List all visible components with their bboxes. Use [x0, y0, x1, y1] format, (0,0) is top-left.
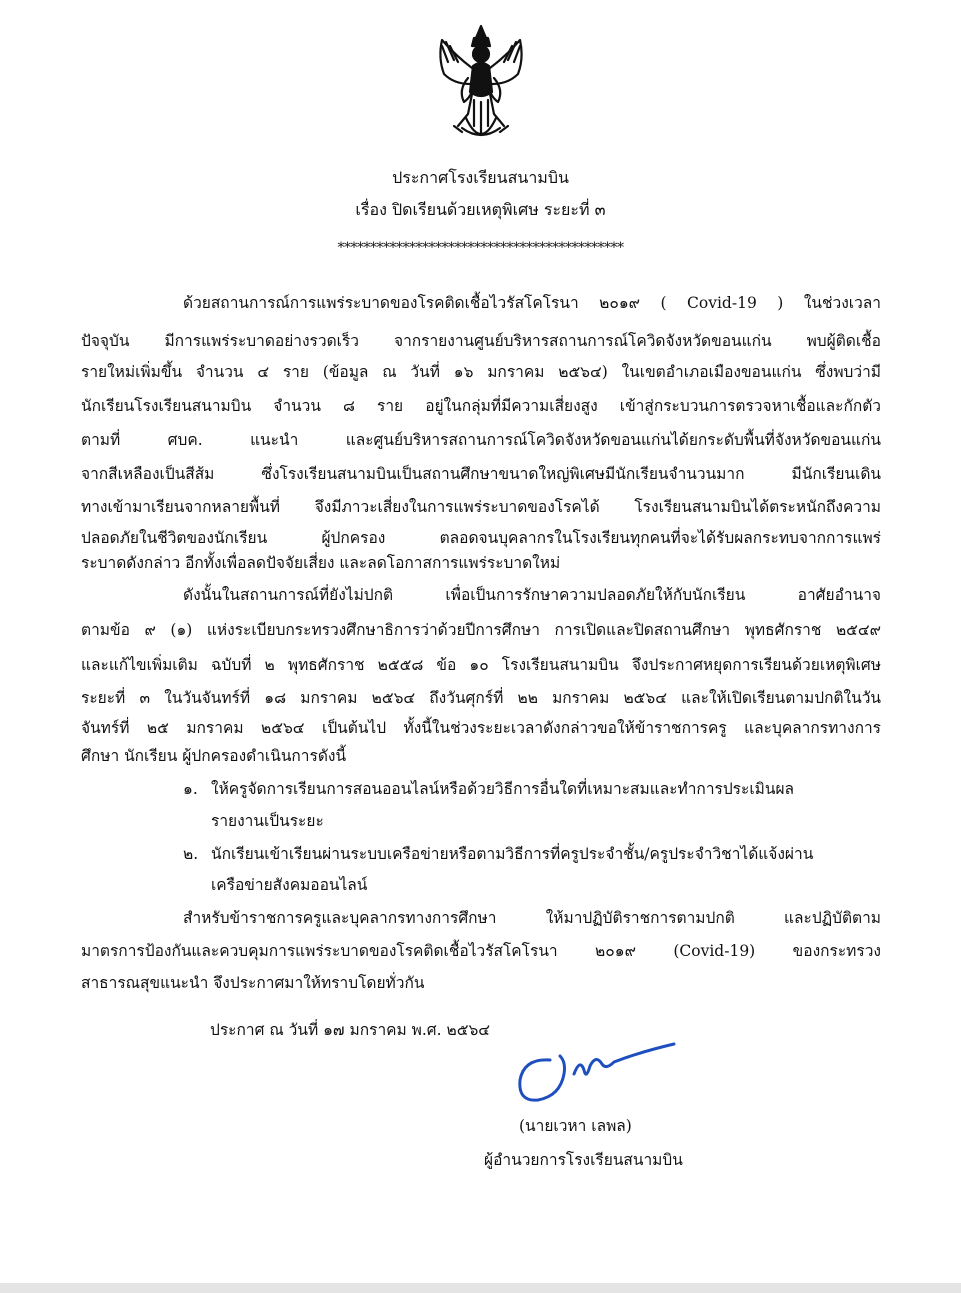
garuda-emblem-icon — [428, 22, 534, 150]
paragraph-1-line: ระบาดดังกล่าว อีกทั้งเพื่อลดปัจจัยเสี่ยง และลดโอกาสการแพร่ระบาดใหม่ — [81, 554, 561, 572]
paragraph-3-line: สำหรับข้าราชการครูและบุคลากรทางการศึกษา ให้มาปฏิบัติราชการตามปกติ และปฏิบัติตาม — [183, 909, 881, 927]
signer-name: (นายเวหา เลพล) — [519, 1117, 632, 1135]
list-item-line: นักเรียนเข้าเรียนผ่านระบบเครือข่ายหรือตามวิธีการที่ครูประจำชั้น/ครูประจำวิชาได้แจ้งผ่าน — [211, 845, 814, 863]
paragraph-3-line: สาธารณสุขแนะนำ จึงประกาศมาให้ทราบโดยทั่วกัน — [81, 974, 425, 992]
paragraph-2-line: ศึกษา นักเรียน ผู้ปกครองดำเนินการดังนี้ — [81, 747, 347, 765]
paragraph-1-line: จากสีเหลืองเป็นสีส้ม ซึ่งโรงเรียนสนามบินเป็นสถานศึกษาขนาดใหญ่พิเศษมีนักเรียนจำนวนมาก มีนักเรียนเดิน — [81, 465, 881, 483]
paragraph-1-line: ปัจจุบัน มีการแพร่ระบาดอย่างรวดเร็ว จากรายงานศูนย์บริหารสถานการณ์โควิดจังหวัดขอนแก่น พบผู้ติดเชื้อ — [81, 332, 881, 350]
signer-title: ผู้อำนวยการโรงเรียนสนามบิน — [484, 1151, 683, 1169]
paragraph-3-line: มาตรการป้องกันและควบคุมการแพร่ระบาดของโรคติดเชื้อไวรัสโคโรนา ๒๐๑๙ (Covid-19) ของกระทรวง — [81, 942, 881, 960]
paragraph-2-line: ดังนั้นในสถานการณ์ที่ยังไม่ปกติ เพื่อเป็นการรักษาความปลอดภัยให้กับนักเรียน อาศัยอำนาจ — [183, 586, 881, 604]
announcement-date: ประกาศ ณ วันที่ ๑๗ มกราคม พ.ศ. ๒๕๖๔ — [210, 1021, 491, 1039]
paragraph-2-line: และแก้ไขเพิ่มเติม ฉบับที่ ๒ พุทธศักราช ๒๕๕๘ ข้อ ๑๐ โรงเรียนสนามบิน จึงประกาศหยุดการเรียนด้วยเหตุพิเศษ — [81, 656, 881, 674]
paragraph-1-line: นักเรียนโรงเรียนสนามบิน จำนวน ๘ ราย อยู่ในกลุ่มที่มีความเสี่ยงสูง เข้าสู่กระบวนการตรวจหาเชื้อและกักตัว — [81, 397, 881, 415]
paragraph-1-line: รายใหม่เพิ่มขึ้น จำนวน ๔ ราย (ข้อมูล ณ วันที่ ๑๖ มกราคม ๒๕๖๔) ในเขตอำเภอเมืองขอนแก่น ซึ่งพบว่ามี — [81, 363, 881, 381]
paragraph-1-line: ด้วยสถานการณ์การแพร่ระบาดของโรคติดเชื้อไวรัสโคโรนา ๒๐๑๙ ( Covid-19 ) ในช่วงเวลา — [183, 294, 881, 312]
page-bottom-edge — [0, 1283, 961, 1293]
paragraph-1-line: ทางเข้ามาเรียนจากหลายพื้นที่ จึงมีภาวะเสี่ยงในการแพร่ระบาดของโรคได้ โรงเรียนสนามบินได้ตระหนักถึงความ — [81, 498, 881, 516]
list-item-number: ๑. — [183, 780, 198, 798]
announcement-title: ประกาศโรงเรียนสนามบิน — [392, 168, 569, 187]
paragraph-2-line: ระยะที่ ๓ ในวันจันทร์ที่ ๑๘ มกราคม ๒๕๖๔ ถึงวันศุกร์ที่ ๒๒ มกราคม ๒๕๖๔ และให้เปิดเรียนตามปกติในวัน — [81, 689, 881, 707]
separator-line: ******************************************** — [337, 240, 624, 256]
signature-icon — [510, 1040, 690, 1110]
list-item-number: ๒. — [183, 845, 199, 863]
paragraph-2-line: ตามข้อ ๙ (๑) แห่งระเบียบกระทรวงศึกษาธิการว่าด้วยปีการศึกษา การเปิดและปิดสถานศึกษา พุทธศักราช ๒๕๔๙ — [81, 621, 881, 639]
list-item-line: เครือข่ายสังคมออนไลน์ — [211, 876, 368, 894]
announcement-subject: เรื่อง ปิดเรียนด้วยเหตุพิเศษ ระยะที่ ๓ — [355, 200, 606, 219]
list-item-line: รายงานเป็นระยะ — [211, 812, 324, 830]
paragraph-1-line: ปลอดภัยในชีวิตของนักเรียน ผู้ปกครอง ตลอดจนบุคลากรในโรงเรียนทุกคนที่จะได้รับผลกระทบจากการแพร่ — [81, 529, 881, 547]
list-item-line: ให้ครูจัดการเรียนการสอนออนไลน์หรือด้วยวิธีการอื่นใดที่เหมาะสมและทำการประเมินผล — [211, 780, 795, 798]
paragraph-2-line: จันทร์ที่ ๒๕ มกราคม ๒๕๖๔ เป็นต้นไป ทั้งนี้ในช่วงระยะเวลาดังกล่าวขอให้ข้าราชการครู และบุคลากรทางการ — [81, 719, 881, 737]
paragraph-1-line: ตามที่ ศบค. แนะนำ และศูนย์บริหารสถานการณ์โควิดจังหวัดขอนแก่นได้ยกระดับพื้นที่จังหวัดขอนแก่น — [81, 431, 881, 449]
